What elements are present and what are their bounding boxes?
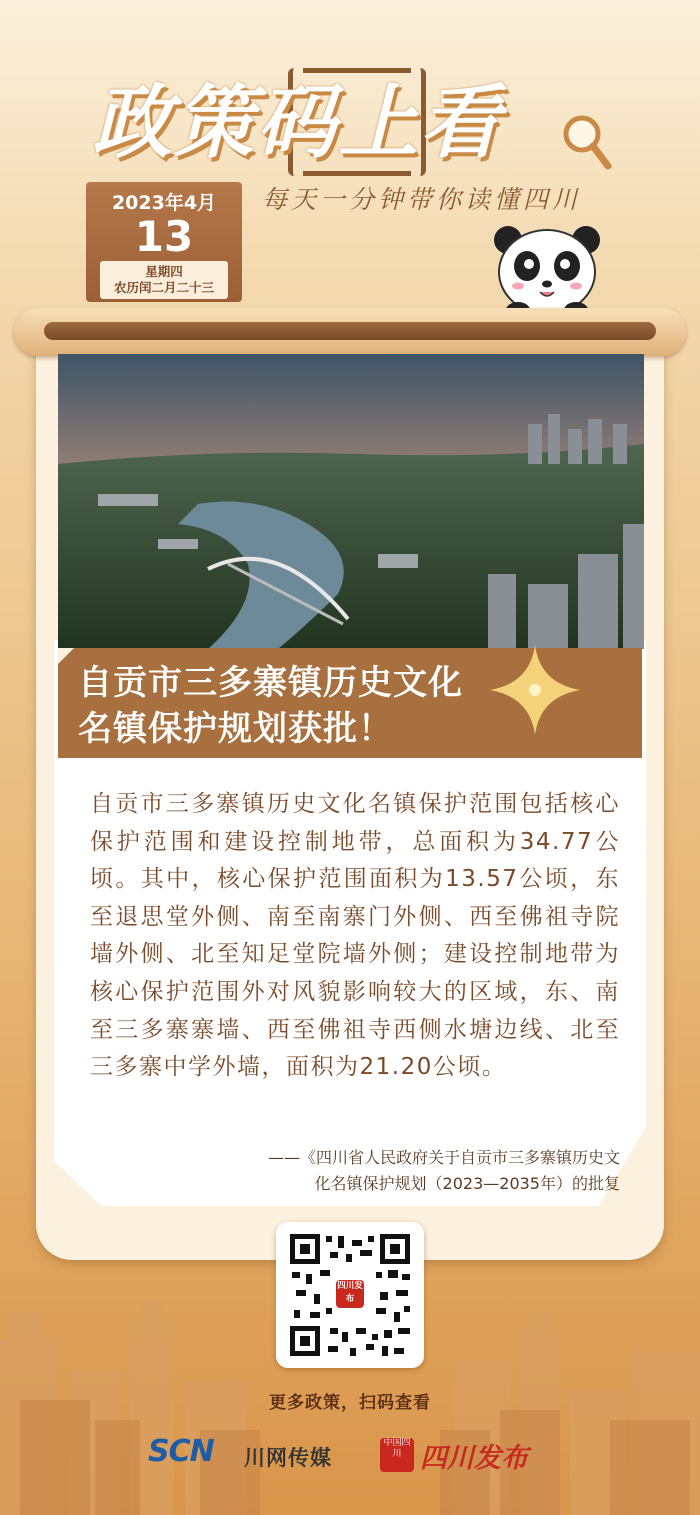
qr-caption: 更多政策，扫码查看 (269, 1393, 431, 1413)
sparkle-icon (490, 645, 580, 735)
chuanwang-media-label: 川网传媒 (244, 1446, 332, 1470)
qr-center-seal: 四川发布 (337, 1281, 363, 1304)
headline-line-1: 自贡市三多寨镇历史文化 (78, 663, 463, 703)
date-weekday: 星期四 (145, 264, 183, 279)
panda-mascot-icon (492, 224, 602, 320)
source-line-1: ——《四川省人民政府关于自贡市三多寨镇历史文 (267, 1148, 620, 1167)
scroll-rod (14, 308, 686, 356)
town-aerial-photo (58, 354, 644, 649)
date-year-month: 2023年4月 (111, 192, 217, 214)
footer-logos (0, 1430, 700, 1480)
article-source (180, 1145, 620, 1197)
qr-code[interactable] (276, 1222, 424, 1368)
date-details (100, 261, 228, 299)
date-day: 13 (134, 212, 194, 261)
app-title: 政策码上看 (92, 76, 502, 169)
headline (78, 660, 463, 752)
sichuan-release-logo: 四川发布 (420, 1443, 528, 1474)
date-lunar: 农历闰二月二十三 (113, 280, 214, 295)
sichuan-seal-icon: 中国四川 (380, 1438, 414, 1472)
article-body: 自贡市三多寨镇历史文化名镇保护范围包括核心保护范围和建设控制地带，总面积为34.77公顷。其中，核心保护范围面积为13.57公顷，东至退思堂外侧、南至南寨门外侧、西至佛祖寺院墙外侧、北至知足堂院墙外侧；建设控制地带为核心保护范围外对风貌影响较大的区域，东、南至三多寨寨墙、西至佛祖寺西侧水塘边线、北至三多寨中学外墙，面积为21.20公顷。 (90, 791, 620, 1081)
scn-logo: SCN (148, 1434, 214, 1469)
magnifier-icon (560, 112, 612, 172)
date-card (86, 182, 242, 302)
headline-line-2: 名镇保护规划获批！ (78, 709, 393, 749)
tagline: 每天一分钟带你读懂四川 (262, 185, 582, 214)
source-line-2: 化名镇保护规划（2023—2035年）的批复 (314, 1174, 620, 1193)
